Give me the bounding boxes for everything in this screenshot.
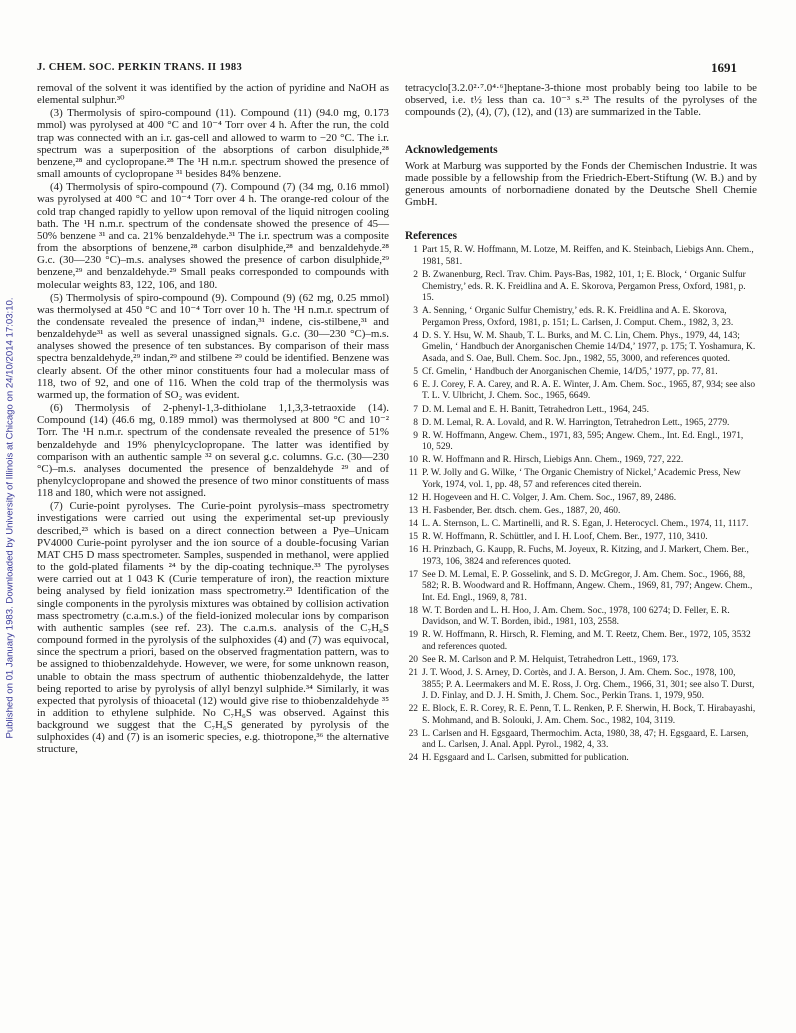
journal-title: J. CHEM. SOC. PERKIN TRANS. II 1983	[37, 62, 243, 73]
watermark-text: Published on 01 January 1983. Downloaded by University of Illinois at Chicago on 24/10/2014 17:03:10.	[4, 297, 16, 739]
reference-item	[405, 367, 757, 379]
download-watermark	[0, 0, 20, 1033]
left-column	[37, 82, 389, 757]
paragraph-thermolysis-7: (4) Thermolysis of spiro-compound (7). Compound (7) (34 mg, 0.16 mmol) was pyrolysed at 400 °C and 10⁻⁴ Torr over 4 h. The orange-red colour of the cold trap changed rapidly to yellow upon removal of the liquid nitrogen cooling bath. The ¹H n.m.r. spectrum of the condensate showed the presence of 45—50% benzene ³¹ and ca. 21% benzaldehyde.³¹ The i.r. spectrum was a composite from the absorptions of benzene,²⁸ carbon disulphide,²⁸ and benzaldehyde.²⁸ G.c. (30—230 °C)–m.s. analyses showed the presence of carbon disulphide,²⁹ benzene,²⁹ and benzaldehyde.²⁹ Small peaks corresponded to compounds with molecular weights 83, 122, 106, and 180.	[37, 181, 389, 291]
paragraph-thermolysis-11: (3) Thermolysis of spiro-compound (11). Compound (11) (94.0 mg, 0.173 mmol) was pyrolysed at 400 °C and 10⁻⁴ Torr over 4 h. After the run, the cold trap was connected with an i.r. gas-cell and allowed to warm to −20 °C. The i.r. spectrum was a superposition of the absorptions of carbon disulphide,²⁸ benzene,²⁸ and cyclopropane.²⁸ The ¹H n.m.r. spectrum showed the presence of small amounts of cyclopropane ³¹ besides 84% benzene.	[37, 107, 389, 181]
reference-number: 7	[413, 404, 418, 415]
reference-item	[405, 380, 757, 403]
reference-number: 9	[413, 430, 418, 441]
reference-text: H. Egsgaard and L. Carlsen, submitted for publication.	[422, 753, 629, 764]
reference-text: B. Zwanenburg, Recl. Trav. Chim. Pays-Bas, 1982, 101, 1; E. Block, ‘ Organic Sulfur Chemistry,’ eds. R. K. Freidlina and A. E. Skorova, Pergamon Press, Oxford, 1981, p. 15.	[422, 270, 746, 304]
reference-text: R. W. Hoffmann, R. Schüttler, and I. H. Loof, Chem. Ber., 1977, 110, 3410.	[422, 531, 708, 542]
reference-text: R. W. Hoffmann and R. Hirsch, Liebigs Ann. Chem., 1969, 727, 222.	[422, 455, 684, 466]
references-heading: References	[405, 230, 457, 243]
paragraph-sulphur: removal of the solvent it was identified by the action of pyridine and NaOH as elemental sulphur.³⁰	[37, 82, 389, 107]
reference-text: H. Prinzbach, G. Kaupp, R. Fuchs, M. Joyeux, R. Kitzing, and J. Markert, Chem. Ber., 1973, 106, 3824 and references quoted.	[422, 545, 749, 567]
reference-number: 5	[413, 366, 418, 377]
reference-item	[405, 704, 757, 727]
reference-text: L. A. Sternson, L. C. Martinelli, and R. S. Egan, J. Heterocycl. Chem., 1974, 11, 1117.	[422, 518, 749, 529]
reference-number: 19	[408, 630, 418, 641]
reference-item	[405, 331, 757, 366]
reference-text: H. Hogeveen and H. C. Volger, J. Am. Chem. Soc., 1967, 89, 2486.	[422, 492, 677, 503]
reference-item	[405, 431, 757, 454]
reference-text: Cf. Gmelin, ‘ Handbuch der Anorganischen Chemie, 14/D5,’ 1977, pp. 77, 81.	[422, 366, 718, 377]
reference-number: 22	[408, 704, 418, 715]
reference-number: 10	[408, 455, 418, 466]
reference-number: 13	[408, 505, 418, 516]
paragraph-thermolysis-14: (6) Thermolysis of 2-phenyl-1,3-dithiolane 1,1,3,3-tetraoxide (14). Compound (14) (46.6 mg, 0.189 mmol) was thermolysed at 800 °C and 10⁻² Torr. The ¹H n.m.r. spectrum of the condensate revealed the presence of 51% benzaldehyde and 19% phenylcyclopropane. The latter was identified by comparison with an authentic sample ³² on several g.c. columns. G.c. (30—230 °C)–m.s. analyses documented the presence of benzaldehyde ²⁹ and of phenylcyclopropane and showed the presence of two minor constituents of mass 118 and 180, which were not assigned.	[37, 402, 389, 500]
reference-item	[405, 493, 757, 505]
reference-number: 2	[413, 270, 418, 280]
reference-number: 8	[413, 417, 418, 428]
reference-text: W. T. Borden and L. H. Hoo, J. Am. Chem. Soc., 1978, 100 6274; D. Feller, E. R. Davidson, and W. T. Borden, ibid., 1981, 103, 2558.	[422, 605, 730, 628]
reference-text: See R. M. Carlson and P. M. Helquist, Tetrahedron Lett., 1969, 173.	[422, 654, 679, 665]
reference-text: Part 15, R. W. Hoffmann, M. Lotze, M. Reiffen, and K. Steinbach, Liebigs Ann. Chem., 1981, 581.	[422, 245, 754, 267]
reference-number: 3	[413, 306, 418, 317]
reference-text: See D. M. Lemal, E. P. Gosselink, and S. D. McGregor, J. Am. Chem. Soc., 1966, 88, 582; R. B. Woodward and R. Hoffmann, Angew. Chem., 1969, 81, 797; Angew. Chem., Int. Ed. Engl., 1969, 8, 781.	[422, 569, 753, 603]
acknowledgements-heading: Acknowledgements	[405, 144, 498, 157]
reference-item	[405, 668, 757, 703]
reference-item	[405, 519, 757, 531]
reference-item	[405, 532, 757, 544]
reference-number: 12	[408, 492, 418, 503]
reference-number: 20	[408, 654, 418, 665]
reference-item	[405, 506, 757, 518]
paragraph-thermolysis-9: (5) Thermolysis of spiro-compound (9). Compound (9) (62 mg, 0.25 mmol) was thermolysed at 450 °C and 10⁻⁴ Torr over 10 h. The ¹H n.m.r. spectrum of the condensate revealed the presence of indan,³¹ indene, cis-stilbene,³¹ and benzaldehyde³¹ as well as several unassigned signals. G.c. (30—230 °C)–m.s. analyses showed the presence of ten substances. By comparison of their mass spectra benzaldehyde,²⁹ indan,²⁹ and stilbene ²⁹ could be identified. Benzene was clearly absent. Of the other minor constituents four had a molecular mass of 118, two of 92, and one of 116. When the cold trap of the thermolysis was warmed up, the formation of SO₂ was evident.	[37, 291, 389, 401]
right-column	[405, 82, 757, 766]
reference-number: 4	[413, 330, 418, 341]
reference-item	[405, 655, 757, 667]
reference-number: 24	[408, 753, 418, 764]
reference-text: D. M. Lemal, R. A. Lovald, and R. W. Harrington, Tetrahedron Lett., 1965, 2779.	[422, 417, 730, 428]
reference-number: 21	[408, 668, 418, 678]
reference-number: 11	[408, 468, 418, 479]
reference-item	[405, 468, 757, 491]
reference-text: R. W. Hoffmann, R. Hirsch, R. Fleming, and M. T. Reetz, Chem. Ber., 1972, 105, 3532 and references quoted.	[422, 630, 751, 652]
reference-number: 15	[408, 531, 418, 542]
reference-item	[405, 245, 757, 268]
reference-item	[405, 630, 757, 653]
reference-number: 16	[408, 545, 418, 556]
reference-item	[405, 729, 757, 752]
page-number: 1691	[711, 60, 737, 75]
reference-number: 17	[408, 569, 418, 580]
reference-item	[405, 270, 757, 305]
reference-item	[405, 455, 757, 467]
reference-number: 18	[408, 605, 418, 616]
reference-item	[405, 753, 757, 765]
reference-text: A. Senning, ‘ Organic Sulfur Chemistry,’ eds. R. K. Freidlina and A. E. Skorova, Pergamon Press, Oxford, 1981, p. 151; L. Carlsen, J. Comput. Chem., 1982, 3, 23.	[422, 306, 734, 328]
reference-number: 6	[413, 379, 418, 390]
paragraph-curie-point: (7) Curie-point pyrolyses. The Curie-point pyrolysis–mass spectrometry investigations were carried out using the experimental set-up previously described,²³ which is based on a direct connection between a Pye–Unicam PV4000 Curie-point pyrolyser and the ion source of a double-focusing Varian MAT CH5 D mass spectrometer. Samples, suspended in methanol, were applied to the gold-plated filaments ²⁴ by the dip-coating technique.³³ The pyrolyses were carried out at 1 043 K (Curie temperature of iron), the reaction mixture being analysed by field ionization mass spectrometry.²³ Identification of the single components in the pyrolysis mixtures was obtained by collision activation mass spectrometry (c.a.m.s.) of the field-ionized molecular ions by comparison with authentic samples (see ref. 23). The c.a.m.s. analysis of the C₇H₆S compound formed in the pyrolysis of the sulphoxides (4) and (7) was equivocal, since the spectrum a priori, based on the observed fragmentation pattern, was to be assigned to thiobenzaldehyde. However, we were, for some unknown reason, unable to obtain the mass spectrum of authentic thiobenzaldehyde, the latter being reported to arise by pyrolysis of allyl benzyl sulphide.³⁴ Similarly, it was expected that pyrolysis of thioacetal (12) would give rise to thiobenzaldehyde ³⁵ in addition to ethylene sulphide. No C₇H₆S was observed. Against this background we suggest that the C₇H₆S generated by pyrolysis of the sulphoxides (4) and (7) is an isomeric species, e.g. thiotropone,³⁶ the alternative structure,	[37, 500, 389, 756]
reference-item	[405, 418, 757, 430]
reference-number: 14	[408, 518, 418, 529]
reference-text: L. Carlsen and H. Egsgaard, Thermochim. Acta, 1980, 38, 47; H. Egsgaard, E. Larsen, and L. Carlsen, J. Anal. Appl. Pyrol., 1982, 4, 33.	[422, 728, 749, 751]
reference-item	[405, 306, 757, 329]
reference-item	[405, 545, 757, 568]
reference-text: D. M. Lemal and E. H. Banitt, Tetrahedron Lett., 1964, 245.	[422, 404, 649, 415]
reference-number: 1	[413, 245, 418, 256]
reference-item	[405, 570, 757, 605]
acknowledgements-text: Work at Marburg was supported by the Fonds der Chemischen Industrie. It was made possible by a fellowship from the Friedrich-Ebert-Stiftung (W. B.) and by generous amounts of norbornadiene donated by the Deutsche Shell Chemie GmbH.	[405, 159, 757, 209]
paragraph-continuation: tetracyclo[3.2.0²·⁷.0⁴·⁶]heptane-3-thione most probably being too labile to be observed, i.e. t½ less than ca. 10⁻³ s.²³ The results of the pyrolyses of the compounds (2), (4), (7), (12), and (13) are summarized in the Table.	[405, 82, 757, 119]
reference-text: J. T. Wood, J. S. Arney, D. Cortès, and J. A. Berson, J. Am. Chem. Soc., 1978, 100, 3855; P. A. Leermakers and M. E. Ross, J. Org. Chem., 1966, 31, 301; see also T. Durst, J. D. Finlay, and D. J. H. Smith, J. Chem. Soc., Perkin Trans. 1, 1979, 950.	[422, 668, 755, 702]
reference-item	[405, 405, 757, 417]
reference-text: H. Fasbender, Ber. dtsch. chem. Ges., 1887, 20, 460.	[422, 505, 621, 516]
reference-text: E. Block, E. R. Corey, R. E. Penn, T. L. Renken, P. F. Sherwin, H. Bock, T. Hirabayashi, S. Mohmand, and B. Solouki, J. Am. Chem. Soc., 1982, 104, 3119.	[422, 704, 756, 726]
reference-list	[405, 245, 757, 764]
reference-item	[405, 606, 757, 629]
reference-text: R. W. Hoffmann, Angew. Chem., 1971, 83, 595; Angew. Chem., Int. Ed. Engl., 1971, 10, 529.	[422, 430, 744, 453]
reference-number: 23	[408, 728, 418, 739]
reference-text: P. W. Jolly and G. Wilke, ‘ The Organic Chemistry of Nickel,’ Academic Press, New York, 1974, vol. 1, pp. 48, 57 and references cited therein.	[422, 468, 741, 490]
reference-text: E. J. Corey, F. A. Carey, and R. A. E. Winter, J. Am. Chem. Soc., 1965, 87, 934; see also T. L. V. Ulbricht, J. Chem. Soc., 1965, 6649.	[422, 379, 756, 402]
running-header	[37, 62, 737, 78]
reference-text: D. S. Y. Hsu, W. M. Shaub, T. L. Burks, and M. C. Lin, Chem. Phys., 1979, 44, 143; Gmelin, ‘ Handbuch der Anorganischen Chemie 14/D4,’ 1977, p. 175; T. Yoshamura, K. Asada, and S. Oae, Bull. Chem. Soc. Jpn., 1982, 55, 3000, and references quoted.	[422, 330, 756, 364]
